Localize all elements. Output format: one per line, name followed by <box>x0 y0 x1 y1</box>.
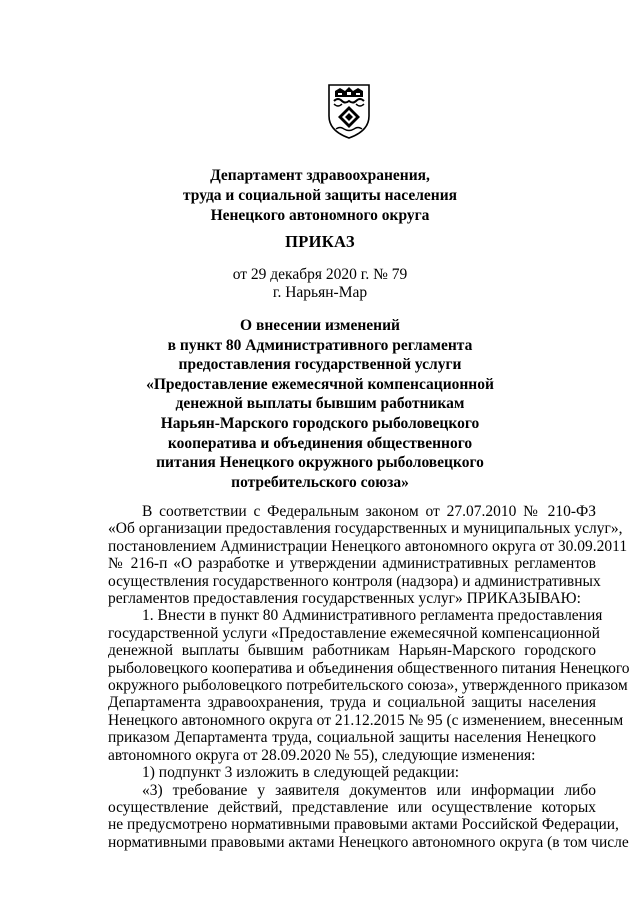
order-place: г. Нарьян-Мар <box>272 284 368 301</box>
department-line: Ненецкого автономного округа <box>210 207 430 224</box>
subject-line: потребительского союза» <box>231 473 409 491</box>
body-line: В соответствии с Федеральным законом от 27.07.2010 № 210-ФЗ <box>142 503 596 520</box>
subject-line: кооператива и объединения общественного <box>167 434 473 452</box>
body-line: Департамента здравоохранения, труда и социальной защиты населения <box>108 694 596 712</box>
body-line: № 216-п «О разработке и утверждении административных регламентов <box>108 555 596 573</box>
body-line: автономного округа от 28.09.2020 № 55), следующие изменения: <box>108 746 536 764</box>
subject-line: «Предоставление ежемесячной компенсационной <box>146 375 494 393</box>
body-line: нормативными правовыми актами Ненецкого автономного округа (в том числе <box>108 833 629 851</box>
body-line: не предусмотрено нормативными правовыми актами Российской Федерации, <box>108 816 619 834</box>
subject-line: предоставления государственной услуги <box>178 356 462 374</box>
order-subject <box>40 316 600 492</box>
order-date-place <box>40 266 600 302</box>
body-line: осуществления государственного контроля (надзора) и административных <box>108 572 601 590</box>
body-line: «3) требование у заявителя документов или информации либо <box>142 781 596 799</box>
body-line: 1) подпункт 3 изложить в следующей редакции: <box>142 764 460 782</box>
document-title: ПРИКАЗ <box>285 232 355 251</box>
body-line: Ненецкого автономного округа от 21.12.2015 № 95 (с изменением, внесенным <box>108 711 624 729</box>
subject-line: Нарьян-Марского городского рыболовецкого <box>160 414 480 432</box>
department-line: Департамент здравоохранения, <box>210 167 430 184</box>
body-line: государственной услуги «Предоставление ежемесячной компенсационной <box>108 624 600 642</box>
body-line: денежной выплаты бывшим работникам Нарьян-Марского городского <box>108 642 596 660</box>
body-line: рыболовецкого кооператива и объединения общественного питания Ненецкого <box>108 659 630 677</box>
body-line: «Об организации предоставления государственных и муниципальных услуг», <box>108 520 623 538</box>
body-line: постановлением Администрации Ненецкого автономного округа от 30.09.2011 <box>108 537 628 555</box>
subject-line: в пункт 80 Административного регламента <box>167 336 473 354</box>
subject-line: питания Ненецкого окружного рыболовецкого <box>156 454 484 472</box>
body-line: осуществление действий, представление или осуществление которых <box>108 798 596 816</box>
body-line: регламентов предоставления государственных услуг» ПРИКАЗЫВАЮ: <box>108 590 581 608</box>
order-date-number: от 29 декабря 2020 г. № 79 <box>232 266 408 283</box>
subject-line: денежной выплаты бывшим работникам <box>175 395 465 413</box>
subject-line: О внесении изменений <box>240 317 400 334</box>
body-line: окружного рыболовецкого потребительского союза», утвержденного приказом <box>108 677 628 695</box>
order-body <box>108 503 630 851</box>
body-line: приказом Департамента труда, социальной защиты населения Ненецкого <box>108 729 596 747</box>
coat-of-arms-icon <box>326 82 372 140</box>
department-line: труда и социальной защиты населения <box>182 187 458 204</box>
department-name <box>40 166 600 226</box>
body-line: 1. Внести в пункт 80 Административного регламента предоставления <box>142 607 603 625</box>
